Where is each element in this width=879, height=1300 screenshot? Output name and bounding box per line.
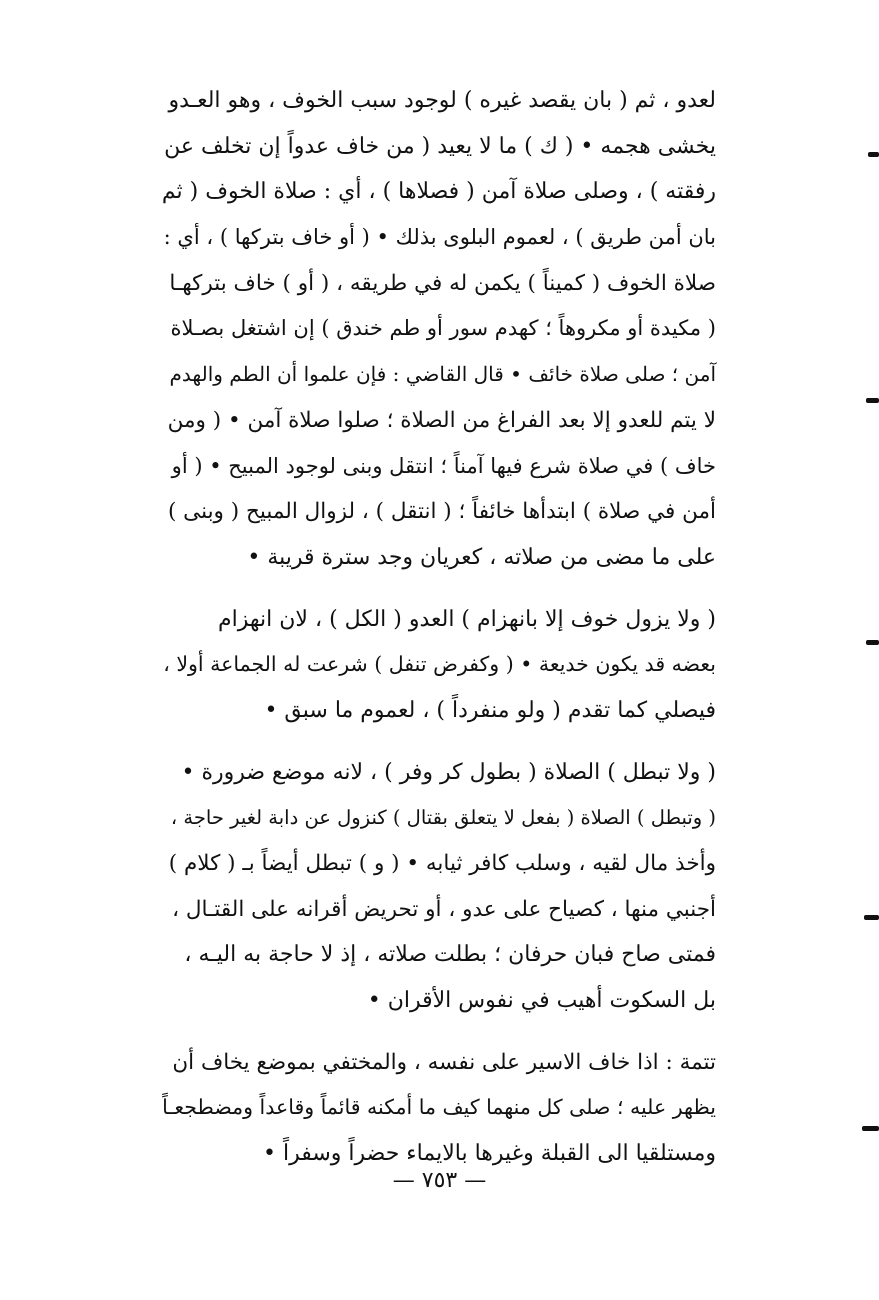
text-line: وأخذ مال لقيه ، وسلب كافر ثيابه • ( و ) تبطل أيضاً بـ ( كلام ) — [168, 851, 716, 876]
text-line: لا يتم للعدو إلا بعد الفراغ من الصلاة ؛ صلوا صلاة آمن • ( ومن — [167, 407, 716, 433]
text-line: ( مكيدة أو مكروهاً ؛ كهدم سور أو طم خندق ) إن اشتغل بصـلاة — [170, 316, 716, 341]
paragraph-4 — [160, 1040, 716, 1177]
text-line: ( ولا تبطل ) الصلاة ( بطول كر وفر ) ، لانه موضع ضرورة • — [181, 759, 716, 785]
margin-mark — [862, 1126, 879, 1131]
text-line: صلاة الخوف ( كميناً ) يكمن له في طريقه ، ( أو ) خاف بتركهـا — [169, 270, 716, 296]
text-line: بان أمن طريق ) ، لعموم البلوى بذلك • ( أو خاف بتركها ) ، أي : — [163, 225, 716, 250]
text-line: خاف ) في صلاة شرع فيها آمناً ؛ انتقل وبنى لوجود المبيح • ( أو — [171, 453, 716, 478]
paragraph-1 — [160, 78, 716, 581]
page-number: — ٧٥٣ — — [392, 1168, 487, 1193]
text-line: فيصلي كما تقدم ( ولو منفرداً ) ، لعموم ما سبق • — [264, 697, 716, 723]
text-line: لعدو ، ثم ( بان يقصد غيره ) لوجود سبب الخوف ، وهو العـدو — [168, 88, 716, 113]
text-line: فمتى صاح فبان حرفان ؛ بطلت صلاته ، إذ لا حاجة به اليـه ، — [184, 942, 716, 968]
main-text — [160, 78, 716, 1177]
margin-mark — [864, 915, 879, 920]
paragraph-3 — [160, 750, 716, 1024]
margin-mark — [866, 398, 879, 403]
text-line: على ما مضى من صلاته ، كعريان وجد سترة قريبة • — [247, 544, 716, 570]
text-line: ومستلقيا الى القبلة وغيرها بالايماء حضراً وسفراً • — [262, 1141, 716, 1167]
margin-mark — [866, 640, 879, 645]
margin-mark — [868, 152, 879, 157]
text-line: ( وتبطل ) الصلاة ( بفعل لا يتعلق بقتال ) كنزول عن دابة لغير حاجة ، — [170, 806, 716, 830]
text-line: تتمة : اذا خاف الاسير على نفسه ، والمختفي بموضع يخاف أن — [172, 1049, 716, 1075]
text-line: آمن ؛ صلى صلاة خائف • قال القاضي : فإن علموا أن الطم والهدم — [169, 362, 716, 387]
paragraph-gap — [160, 581, 716, 597]
text-line: رفقته ) ، وصلى صلاة آمن ( فصلاها ) ، أي : صلاة الخوف ( ثم — [161, 179, 716, 205]
text-line: ( ولا يزول خوف إلا بانهزام ) العدو ( الكل ) ، لان انهزام — [218, 606, 716, 632]
text-line: أمن في صلاة ) ابتدأها خائفاً ؛ ( انتقل ) ، لزوال المبيح ( وبنى ) — [167, 499, 716, 525]
text-line: بعضه قد يكون خديعة • ( وكفرض تنفل ) شرعت له الجماعة أولا ، — [163, 652, 716, 677]
text-line: يظهر عليه ؛ صلى كل منهما كيف ما أمكنه قائماً وقاعداً ومضطجعـاً — [162, 1095, 716, 1120]
text-line: أجنبي منها ، كصياح على عدو ، أو تحريض أقرانه على القتـال ، — [172, 896, 716, 922]
paragraph-2 — [160, 597, 716, 734]
paragraph-gap — [160, 734, 716, 750]
text-line: يخشى هجمه • ( ك ) ما لا يعيد ( من خاف عدواً إن تخلف عن — [164, 133, 716, 159]
paragraph-gap — [160, 1024, 716, 1040]
text-line: بل السكوت أهيب في نفوس الأقران • — [367, 988, 716, 1014]
